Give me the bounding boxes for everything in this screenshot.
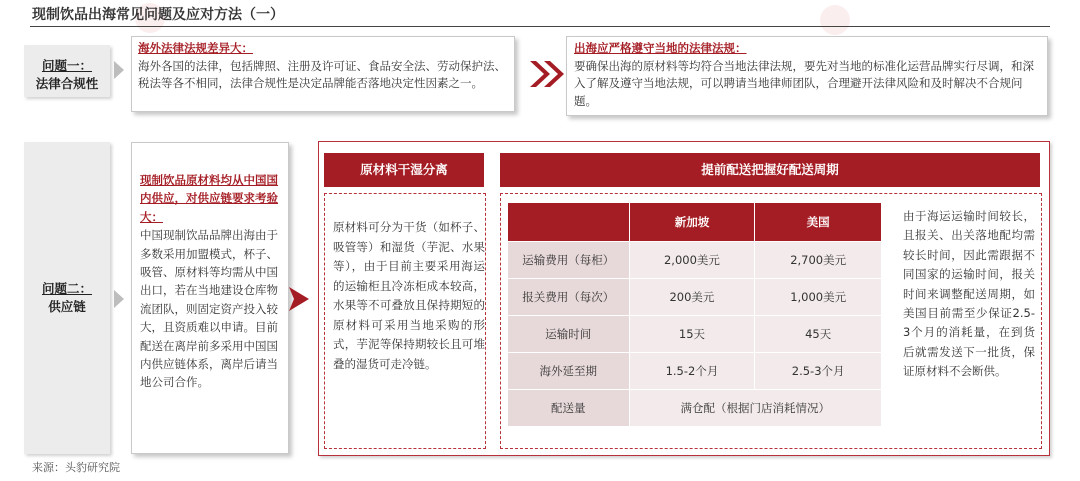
table-header-row [508, 203, 882, 242]
shipping-cycle-body: 由于海运运输时间较长，且报关、出关落地配均需较长时间，因此需跟据不同国家的运输时间，报关时间来调整配送周期，如美国目前需至少保证2.5-3个月的消耗量，在到货后就需发送下一批货，保证原材料不会断供。 [903, 209, 1035, 379]
problem1-heading: 海外法律法规差异大： [138, 41, 253, 55]
usa-value: 2,700美元 [755, 242, 882, 279]
usa-value: 45天 [755, 316, 882, 353]
problem2-label-number: 问题二： [41, 281, 92, 296]
page-title: 现制饮品出海常见问题及应对方法（一） [32, 7, 284, 23]
title-divider [30, 26, 1050, 27]
table-row [508, 390, 882, 427]
solution1-heading: 出海应严格遵守当地的法律法规： [574, 41, 747, 55]
merged-value: 满仓配（根据门店消耗情况） [629, 390, 881, 427]
singapore-value: 2,000美元 [629, 242, 755, 279]
watermark [820, 5, 850, 35]
raw-materials-header: 原材料干湿分离 [324, 153, 484, 187]
table-header-blank [508, 203, 630, 242]
grey-arrow-icon [114, 61, 124, 79]
row-label: 报关费用（每次） [508, 279, 630, 316]
shipping-cost-table [507, 202, 882, 427]
row-label: 配送量 [508, 390, 630, 427]
problem1-description-box [131, 36, 515, 112]
row-label: 运输时间 [508, 316, 630, 353]
double-chevron-right-icon [530, 61, 568, 87]
red-arrow-right-icon [289, 287, 311, 311]
problem2-description-box [131, 142, 289, 454]
singapore-value: 200美元 [629, 279, 755, 316]
problem2-label [24, 142, 110, 454]
problem2-label-topic: 供应链 [48, 299, 86, 314]
source-note: 来源：头豹研究院 [32, 461, 120, 474]
problem2-body: 中国现制饮品品牌出海由于多数采用加盟模式，杯子、吸管、原材料等均需从中国出口，若在当地建设仓库物流团队，则固定资产投入较大，且资质难以申请。目前配送在离岸前多采用中国国内供应链体系，离岸后请当地公司合作。 [140, 228, 278, 390]
row-label: 海外延至期 [508, 353, 630, 390]
table-header-singapore: 新加坡 [629, 203, 755, 242]
usa-value: 2.5-3个月 [755, 353, 882, 390]
solution1-box [566, 36, 1048, 116]
shipping-cycle-header: 提前配送把握好配送周期 [500, 153, 1040, 187]
grey-arrow-icon [114, 290, 124, 308]
problem1-body: 海外各国的法律，包括牌照、注册及许可证、食品安全法、劳动保护法、税法等各不相同，法律合规性是决定品牌能否落地决定性因素之一。 [138, 58, 506, 90]
problem1-label [24, 45, 110, 97]
row-label: 运输费用（每柜） [508, 242, 630, 279]
table-header-usa: 美国 [755, 203, 882, 242]
singapore-value: 15天 [629, 316, 755, 353]
usa-value: 1,000美元 [755, 279, 882, 316]
table-row [508, 316, 882, 353]
table-row [508, 279, 882, 316]
solution1-body: 要确保出海的原材料等均符合当地法律法规，要先对当地的标准化运营品牌实行尽调，和深入了解及遵守当地法规，可以聘请当地律师团队，合理避开法律风险和及时解决不合规问题。 [574, 58, 1034, 108]
problem2-heading: 现制饮品原材料均从中国国内供应，对供应链要求考验大： [140, 173, 278, 224]
table-row [508, 242, 882, 279]
problem1-label-number: 问题一： [41, 58, 92, 73]
singapore-value: 1.5-2个月 [629, 353, 755, 390]
raw-materials-body: 原材料可分为干货（如杯子、吸管等）和湿货（芋泥、水果等），由于目前主要采用海运的运输柜且冷冻柜成本较高，水果等不可叠放且保持期短的原材料可采用当地采购的形式，芋泥等保持期较长且可堆叠的湿货可走冷链。 [333, 220, 485, 371]
problem1-label-topic: 法律合规性 [35, 76, 99, 91]
table-row [508, 353, 882, 390]
